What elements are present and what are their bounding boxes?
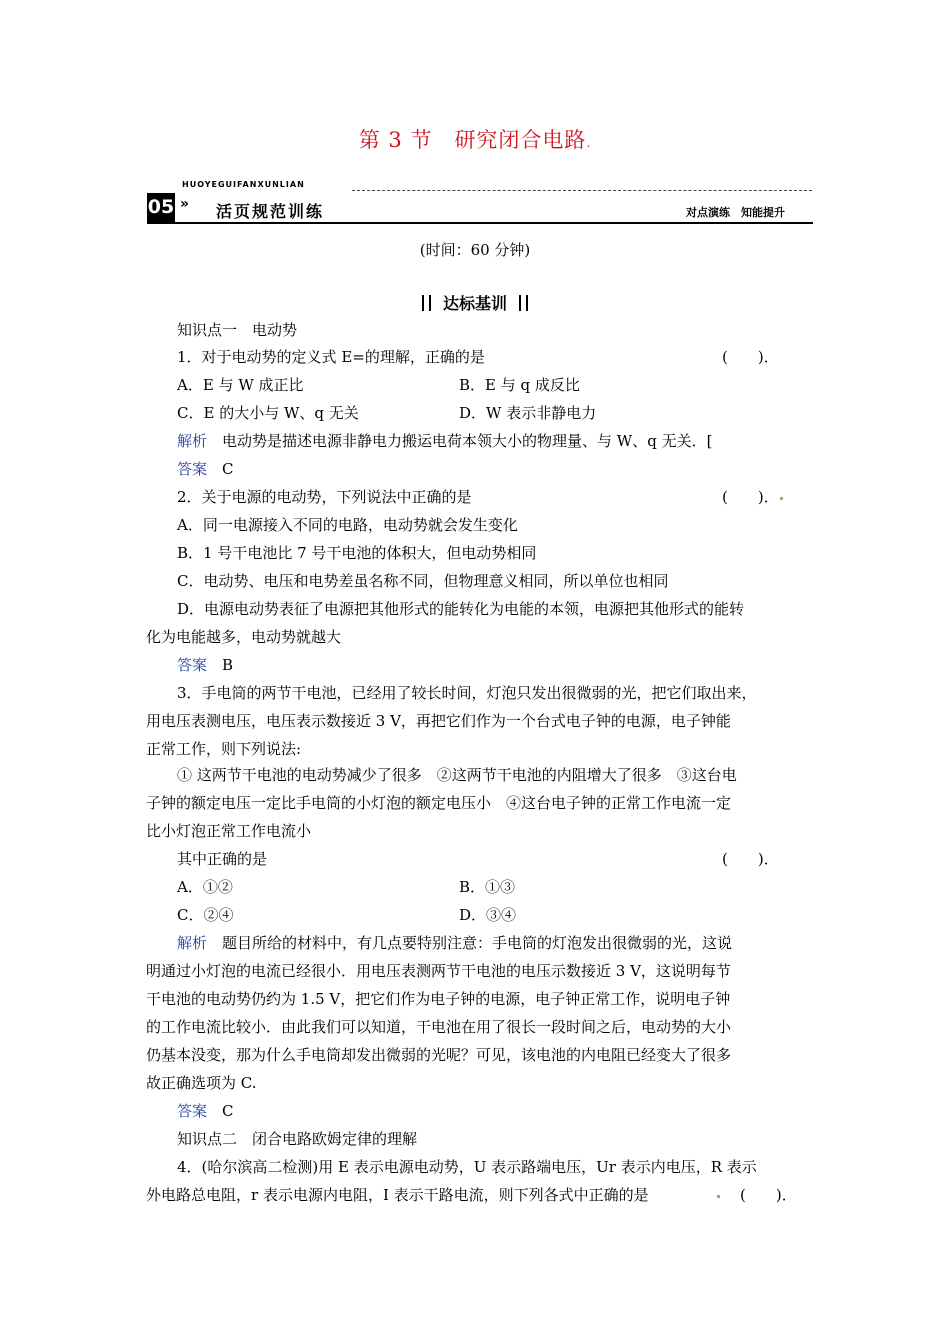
option-c: C．电动势、电压和电势差虽名称不同，但物理意义相同，所以单位也相同 [177, 572, 669, 590]
explanation-text: 电动势是描述电源非静电力搬运电荷本领大小的物理量、与 W、q 无关．[ [222, 432, 713, 450]
chevron-icon: » [180, 196, 190, 212]
option-c: C．E 的大小与 W、q 无关 [177, 404, 359, 422]
answer-label: 答案 [177, 1102, 208, 1120]
double-bar-icon [422, 295, 431, 311]
double-bar-icon [519, 295, 528, 311]
title-mark: . [586, 136, 592, 150]
banner-dashed-divider [352, 190, 812, 191]
knowledge-point-heading: 知识点一 电动势 [177, 321, 298, 339]
statement-list-continued: 比小灯泡正常工作电流小 [146, 822, 312, 840]
knowledge-point-heading: 知识点二 闭合电路欧姆定律的理解 [177, 1130, 418, 1148]
answer-blank: ( )． [740, 1186, 797, 1204]
explanation-continued: 故正确选项为 C. [146, 1074, 257, 1092]
explanation [177, 933, 732, 953]
explanation-continued: 明通过小灯泡的电流已经很小．用电压表测两节干电池的电压示数接近 3 V，这说明每节 [146, 962, 731, 980]
explanation-label: 解析 [177, 934, 208, 952]
answer [177, 459, 234, 479]
speck-mark [780, 497, 783, 500]
speck-mark [716, 1185, 721, 1205]
explanation-continued: 干电池的电动势仍约为 1.5 V，把它们作为电子钟的电源，电子钟正常工作，说明电子钟 [146, 990, 731, 1008]
banner-underline [147, 222, 813, 224]
option-a: A．E 与 W 成正比 [177, 376, 304, 394]
option-a: A．同一电源接入不同的电路，电动势就会发生变化 [177, 516, 518, 534]
option-a: A．①② [177, 878, 233, 896]
answer-label: 答案 [177, 460, 208, 478]
section-name: 研究闭合电路 [454, 128, 587, 152]
answer [177, 1101, 234, 1121]
banner-number-badge: 05 [147, 193, 175, 222]
section-number: 第 3 节 [358, 128, 433, 152]
answer-blank [722, 487, 784, 507]
option-d: D．电源电动势表征了电源把其他形式的能转化为电能的本领，电源把其他形式的能转 [177, 600, 745, 618]
banner-title: 活页规范训练 [216, 202, 325, 221]
answer-blank: ( )． [722, 348, 779, 366]
answer-value: C [222, 1102, 234, 1120]
statement-list: ① 这两节干电池的电动势减少了很多 ②这两节干电池的内阻增大了很多 ③这台电 [177, 766, 737, 784]
option-c: C．②④ [177, 906, 234, 924]
explanation-label: 解析 [177, 432, 208, 450]
banner-pinyin: HUOYEGUIFANXUNLIAN [182, 180, 305, 189]
option-b: B．E 与 q 成反比 [459, 376, 580, 394]
banner-subtitle: 对点演练 知能提升 [686, 206, 785, 219]
answer-blank-text: ( )． [722, 488, 779, 506]
option-d: D．③④ [459, 906, 517, 924]
question-stem-continued: 外电路总电阻，r 表示电源内电阻，I 表示干路电流，则下列各式中正确的是 [146, 1186, 649, 1204]
explanation-continued: 的工作电流比较小．由此我们可以知道，干电池在用了很长一段时间之后，电动势的大小 [146, 1018, 732, 1036]
option-b: B．①③ [459, 878, 516, 896]
question-stem: 4．(哈尔滨高二检测)用 E 表示电源电动势，U 表示路端电压，Ur 表示内电压，R 表示 [177, 1158, 757, 1176]
answer [177, 655, 233, 675]
explanation-text: 题目所给的材料中，有几点要特别注意：手电筒的灯泡发出很微弱的光，这说 [222, 934, 733, 952]
option-b: B．1 号干电池比 7 号干电池的体积大，但电动势相同 [177, 544, 537, 562]
answer-label: 答案 [177, 656, 208, 674]
question-stem: 1．对于电动势的定义式 E=的理解，正确的是 [177, 348, 485, 366]
page-title [0, 124, 950, 154]
question-stem-continued: 用电压表测电压，电压表示数接近 3 V，再把它们作为一个台式电子钟的电源，电子钟能 [146, 712, 731, 730]
question-stem: 2．关于电源的电动势，下列说法中正确的是 [177, 488, 472, 506]
statement-list-continued: 子钟的额定电压一定比手电筒的小灯泡的额定电压小 ④这台电子钟的正常工作电流一定 [146, 794, 732, 812]
question-stem: 3．手电筒的两节干电池，已经用了较长时间，灯泡只发出很微弱的光，把它们取出来， [177, 684, 757, 702]
section-heading [0, 291, 950, 314]
option-d-continued: 化为电能越多，电动势就越大 [146, 628, 342, 646]
question-stem-continued: 正常工作，则下列说法: [146, 740, 302, 758]
section-heading-text: 达标基训 [442, 294, 507, 313]
option-d: D．W 表示非静电力 [459, 404, 597, 422]
explanation-continued: 仍基本没变，那为什么手电筒却发出微弱的光呢？可见，该电池的内电阻已经变大了很多 [146, 1046, 732, 1064]
speck-mark-dot [717, 1195, 720, 1198]
answer-value: C [222, 460, 234, 478]
explanation [177, 431, 712, 451]
question-prompt: 其中正确的是 [177, 850, 268, 868]
answer-value: B [222, 656, 234, 674]
answer-blank: ( )． [722, 850, 779, 868]
time-limit: (时间：60 分钟) [419, 241, 531, 259]
